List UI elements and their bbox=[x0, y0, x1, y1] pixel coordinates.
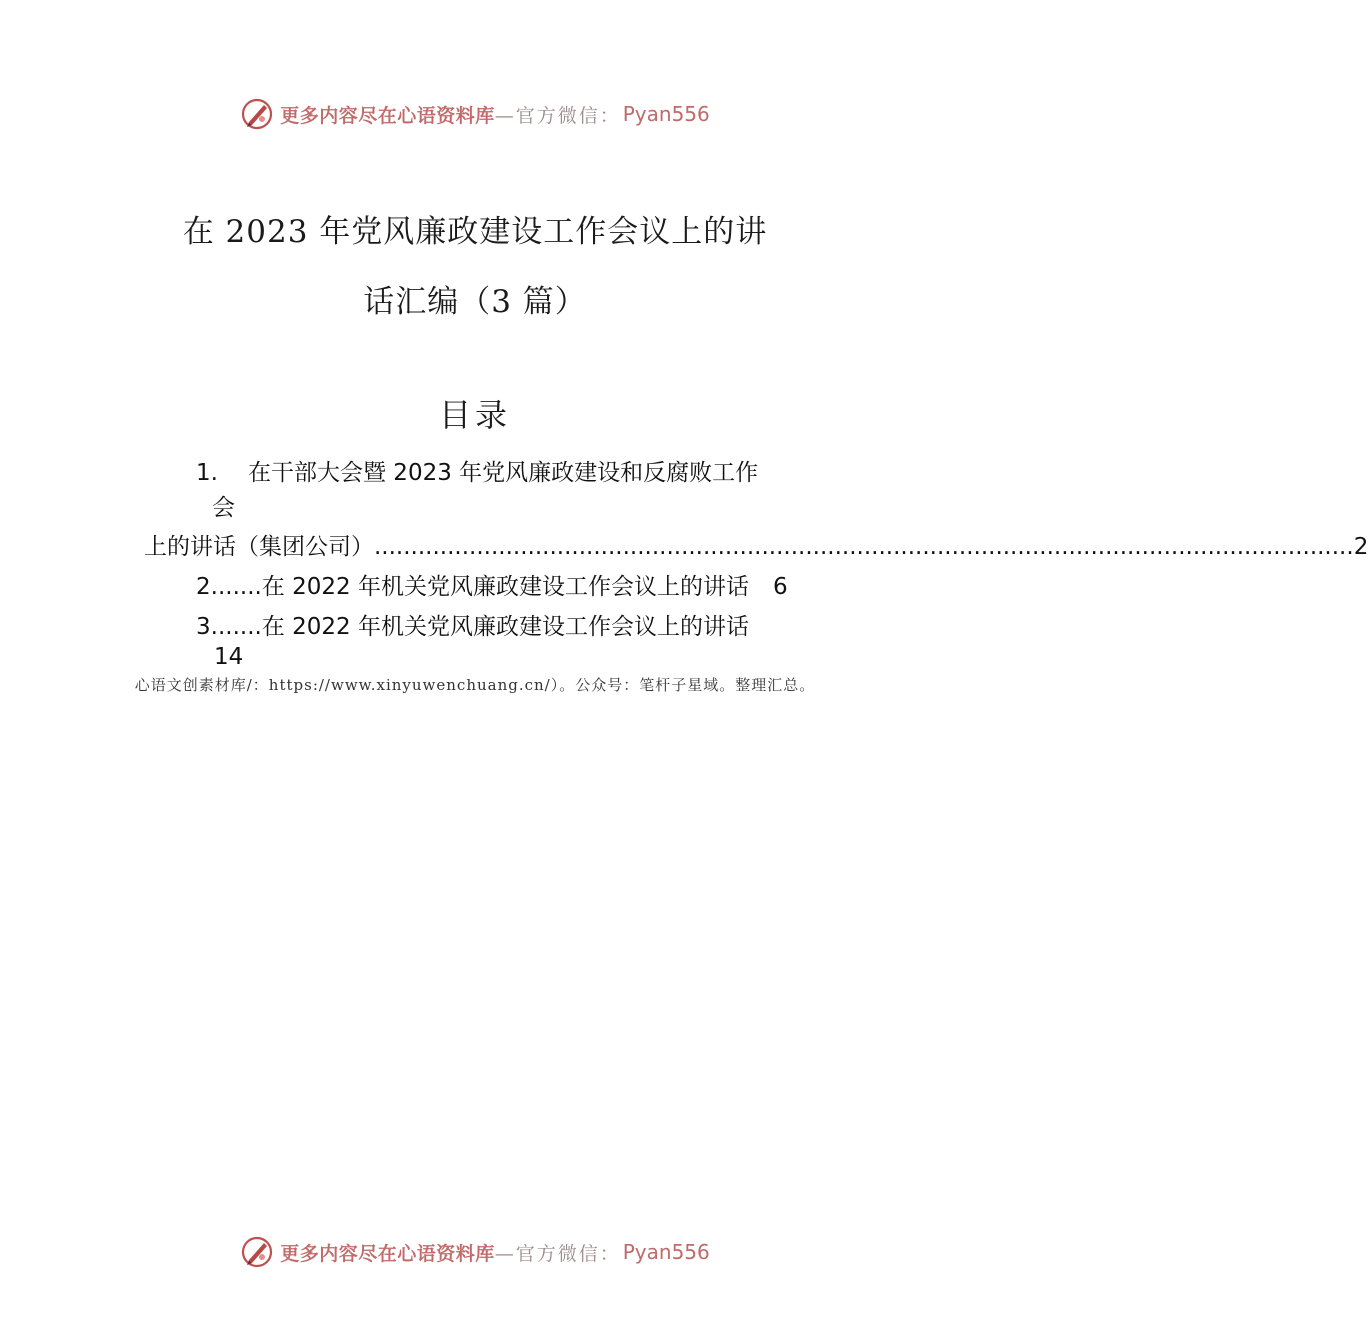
source-note: 心语文创素材库/：https://www.xinyuwenchuang.cn/）。公众号：笔杆子星域。整理汇总。 bbox=[134, 676, 816, 694]
toc-item-1-leader-dots: ...................................................................................................................................... bbox=[374, 534, 1354, 560]
banner-text: 更多内容尽在心语资料库 bbox=[280, 1242, 495, 1265]
toc-item-1-text-line-3: 上的讲话（集团公司） bbox=[144, 534, 374, 560]
toc-item-1-number: 1. bbox=[196, 460, 218, 486]
header-banner bbox=[0, 94, 950, 134]
toc-item-2-text: 2.......在 2022 年机关党风廉政建设工作会议上的讲话 bbox=[196, 574, 749, 600]
banner-wechat-label: —官方微信： bbox=[494, 1242, 621, 1265]
toc-item-1-page: 2 bbox=[1353, 534, 1368, 560]
toc-item-3[interactable] bbox=[196, 612, 749, 642]
document-title-line-1: 在 2023 年党风廉政建设工作会议上的讲 bbox=[182, 214, 768, 250]
toc-item-1[interactable] bbox=[196, 458, 758, 488]
pen-seal-icon bbox=[240, 97, 274, 131]
pen-seal-icon bbox=[240, 1235, 274, 1269]
banner-wechat-id: Pyan556 bbox=[622, 102, 710, 126]
toc-item-3-page: 14 bbox=[214, 644, 244, 670]
toc-item-1-text-line-2: 会 bbox=[212, 495, 235, 521]
toc-heading: 目录 bbox=[438, 396, 511, 434]
toc-item-2-page: 6 bbox=[772, 574, 788, 600]
toc-item-2[interactable] bbox=[196, 572, 788, 602]
document-title-line-2: 话汇编（3 篇） bbox=[363, 284, 587, 320]
banner-wechat-id: Pyan556 bbox=[622, 1240, 710, 1264]
banner-wechat-label: —官方微信： bbox=[494, 104, 621, 127]
toc-item-3-text: 3.......在 2022 年机关党风廉政建设工作会议上的讲话 bbox=[196, 614, 749, 640]
toc-item-1-continuation[interactable] bbox=[144, 532, 1368, 562]
banner-text: 更多内容尽在心语资料库 bbox=[280, 104, 495, 127]
toc-item-1-text-line-1: 在干部大会暨 2023 年党风廉政建设和反腐败工作 bbox=[248, 460, 759, 486]
footer-banner bbox=[0, 1232, 950, 1272]
